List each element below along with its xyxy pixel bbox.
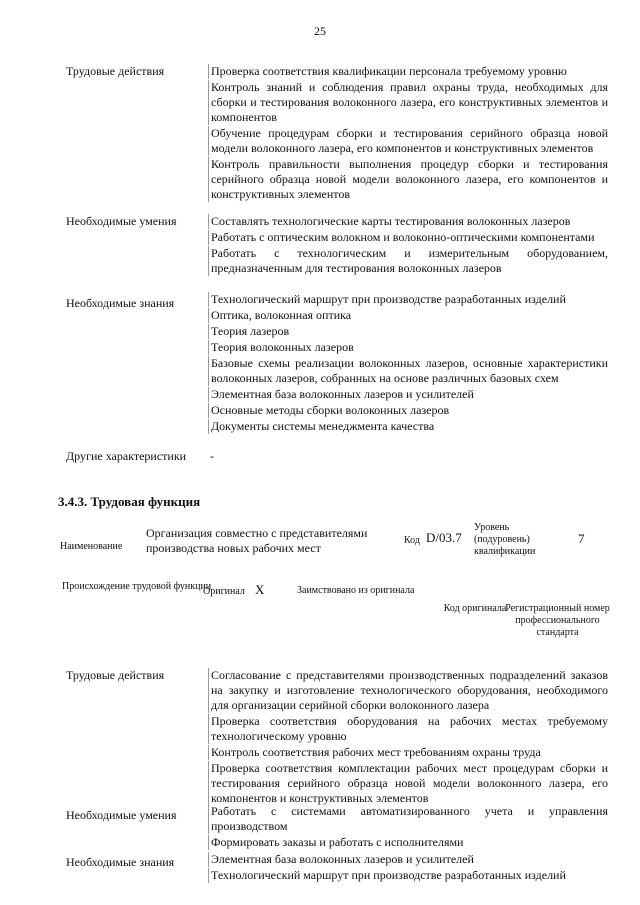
list-item: Проверка соответствия квалификации персонала требуемому уровню <box>208 64 608 79</box>
list-item: Теория волоконных лазеров <box>208 340 608 355</box>
row-label: Другие характеристики <box>66 449 187 463</box>
section-title: 3.4.3. Трудовая функция <box>58 494 201 509</box>
list-item: Составлять технологические карты тестирования волоконных лазеров <box>208 214 608 229</box>
row-label: Необходимые знания <box>66 296 175 310</box>
row-items <box>208 804 608 851</box>
code-original-label: Код оригинала <box>443 603 507 614</box>
original-label: Оригинал <box>203 586 245 597</box>
list-item: Работать с оптическим волокном и волоконно-оптическими компонентами <box>208 230 608 245</box>
list-item: Контроль правильности выполнения процедур сборки и тестирования серийного образца новой модели волоконного лазера, его компонентов и конструктивных элементов <box>208 157 608 202</box>
name-label: Наименование <box>60 541 123 552</box>
list-item: Элементная база волоконных лазеров и усилителей <box>208 387 608 402</box>
row-items <box>208 852 608 884</box>
list-item: Документы системы менеджмента качества <box>208 419 608 434</box>
list-item: Согласование с представителями производственных подразделений заказов на закупку и изготовление технологического оборудования, необходимого для организации серийной сборки волоконного лазера <box>208 668 608 713</box>
list-item: Элементная база волоконных лазеров и усилителей <box>208 852 608 867</box>
list-item: Обучение процедурам сборки и тестирования серийного образца новой модели волоконного лазера, его компонентов и конструктивных элементов <box>208 126 608 156</box>
row-label: Необходимые умения <box>66 808 177 822</box>
row-label: Трудовые действия <box>66 64 165 78</box>
list-item: Технологический маршрут при производстве разработанных изделий <box>208 292 608 307</box>
row-items <box>208 668 608 807</box>
list-item: Основные методы сборки волоконных лазеров <box>208 403 608 418</box>
borrowed-label: Заимствовано из оригинала <box>297 585 415 596</box>
level-label: Уровень (подуровень) квалификации <box>474 522 536 557</box>
row-items <box>208 214 608 277</box>
row-items <box>208 292 608 435</box>
original-mark: X <box>255 582 265 597</box>
code-value: D/03.7 <box>426 530 462 545</box>
page-number: 25 <box>314 24 326 38</box>
list-item: Проверка соответствия оборудования на рабочих местах требуемому технологическому уровню <box>208 714 608 744</box>
row-label: Необходимые знания <box>66 855 175 869</box>
row-label: Трудовые действия <box>66 668 165 682</box>
row-label: Необходимые умения <box>66 214 177 228</box>
row-items <box>208 64 608 203</box>
row-items <box>208 449 608 465</box>
list-item: Технологический маршрут при производстве разработанных изделий <box>208 868 608 883</box>
list-item: Оптика, волоконная оптика <box>208 308 608 323</box>
origin-label: Происхождение трудовой функции <box>62 581 212 592</box>
list-item: Теория лазеров <box>208 324 608 339</box>
level-value: 7 <box>578 531 585 546</box>
list-item: Работать с технологическим и измерительным оборудованием, предназначенным для тестирования волоконных лазеров <box>208 246 608 276</box>
list-item: Контроль соответствия рабочих мест требованиям охраны труда <box>208 745 608 760</box>
reg-number-label: Регистрационный номер профессионального стандарта <box>505 603 610 638</box>
list-item: Работать с системами автоматизированного учета и управления производством <box>208 804 608 834</box>
list-item: Проверка соответствия комплектации рабочих мест процедурам сборки и тестирования серийного образца новой модели волоконного лазера, его компонентов и конструктивных элементов <box>208 761 608 806</box>
list-item: Формировать заказы и работать с исполнителями <box>208 835 608 850</box>
name-value: Организация совместно с представителями производства новых рабочих мест <box>146 526 368 555</box>
code-label: Код <box>404 535 420 546</box>
list-item: Контроль знаний и соблюдения правил охраны труда, необходимых для сборки и тестирования волоконного лазера, его конструктивных элементов и компонентов <box>208 80 608 125</box>
list-item: Базовые схемы реализации волоконных лазеров, основные характеристики волоконных лазеров, собранных на основе различных базовых схем <box>208 356 608 386</box>
list-item: - <box>210 449 214 463</box>
